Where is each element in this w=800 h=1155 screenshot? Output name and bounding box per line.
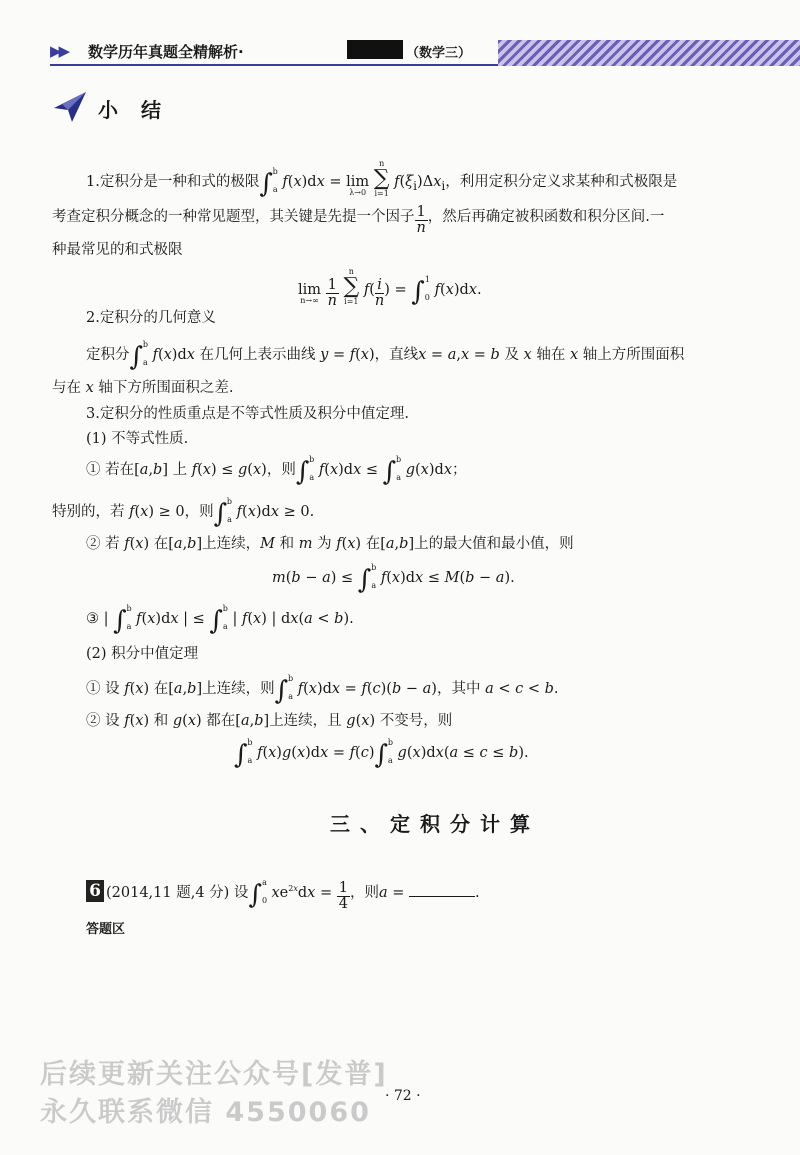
summary-p1-line2: 考查定积分概念的一种常见题型，其关键是先提一个因子 $\frac{1}{n}$ ，然后再确定被积函数和积分区间.一: [52, 204, 665, 237]
summary-p2-heading: 2.定积分的几何意义: [86, 310, 216, 326]
summary-p2-line2: 与在 x 轴下方所围面积之差.: [52, 380, 234, 396]
watermark-line1: 后续更新关注公众号[发普]: [40, 1059, 388, 1090]
inequality-1: ① 若在[a,b] 上 f(x) ≤ g(x)，则$\int_a^b$ $f(x)dx \le \int_a^b$ g(x)dx；: [86, 455, 467, 487]
mean-value-1: ① 设 f(x) 在[a,b]上连续，则$\int_a^b$ f(x)dx = f(c)(b − a)，其中 a < c < b.: [86, 674, 559, 706]
header-subtitle: （数学三）: [406, 46, 472, 61]
formula-bounds: $m(b - a) \le \int_a^b$ f(x)dx ≤ M(b − a).: [272, 563, 515, 595]
answer-area-label: 答题区: [86, 922, 126, 937]
page-number: · 72 ·: [385, 1088, 421, 1104]
summary-p3-heading: 3.定积分的性质重点是不等式性质及积分中值定理.: [86, 406, 409, 422]
watermark-line2: 永久联系微信 4550060: [40, 1097, 371, 1128]
mean-value-2: ② 设 f(x) 和 g(x) 都在[a,b]上连续，且 g(x) 不变号，则: [86, 713, 453, 729]
formula-mean-value: $\int_a^b$ $f(x)g(x)dx = f(c)\int_a^b$ g(x)dx(a ≤ c ≤ b).: [234, 738, 529, 770]
answer-blank[interactable]: [409, 896, 475, 897]
summary-p2-line1: 定积分$\int_a^b$ f(x)dx 在几何上表示曲线 y = f(x)，直线x = a,x = b 及 x 轴在 x 轴上方所围面积: [86, 340, 685, 372]
summary-p1-line3: 种最常见的和式极限: [52, 242, 183, 258]
summary-p1-line1: 1.定积分是一种和式的极限$\int_a^b$ f(x)dx = lim λ→0 n ∑ i=1 $f(\xi_i)\Delta x_i$，利用定积分定义求某种和式极限是: [86, 159, 678, 199]
formula-sum-limit: lim n→∞ $\frac{1}{n}$ n ∑ i=1 f( $\frac{i}{n}$ ) = $\int_0^1$ f(x)dx.: [298, 267, 482, 309]
inequality-2: ② 若 f(x) 在[a,b]上连续，M 和 m 为 f(x) 在[a,b]上的最大值和最小值，则: [86, 536, 574, 552]
header-rule: [50, 64, 500, 66]
summary-p3-sub1: (1) 不等式性质.: [86, 431, 189, 447]
summary-p3-sub2: (2) 积分中值定理: [86, 646, 199, 662]
inequality-3: ③ | $\int_a^b$ f(x)dx | ≤ $\int_a^b$ | f(x) | dx(a < b).: [86, 604, 354, 636]
question-text: (2014,11 题,4 分) 设$\int_0^a$ $xe^{2x}dx$ = $\frac{1}{4}$ ，则a = .: [106, 878, 480, 912]
page-header: [50, 34, 800, 68]
header-arrows-icon: ▶▶: [50, 42, 68, 60]
airplane-icon: [52, 88, 88, 124]
header-decor-band: [498, 40, 800, 66]
section-title: 三、定积分计算: [330, 812, 540, 836]
header-redaction: [347, 40, 403, 59]
inequality-special: 特别的，若 f(x) ≥ 0，则$\int_a^b$ f(x)dx ≥ 0.: [52, 497, 315, 529]
question-number: 6: [86, 880, 104, 902]
header-title: 数学历年真题全精解析·: [88, 43, 244, 61]
summary-heading: 小 结: [98, 98, 169, 122]
